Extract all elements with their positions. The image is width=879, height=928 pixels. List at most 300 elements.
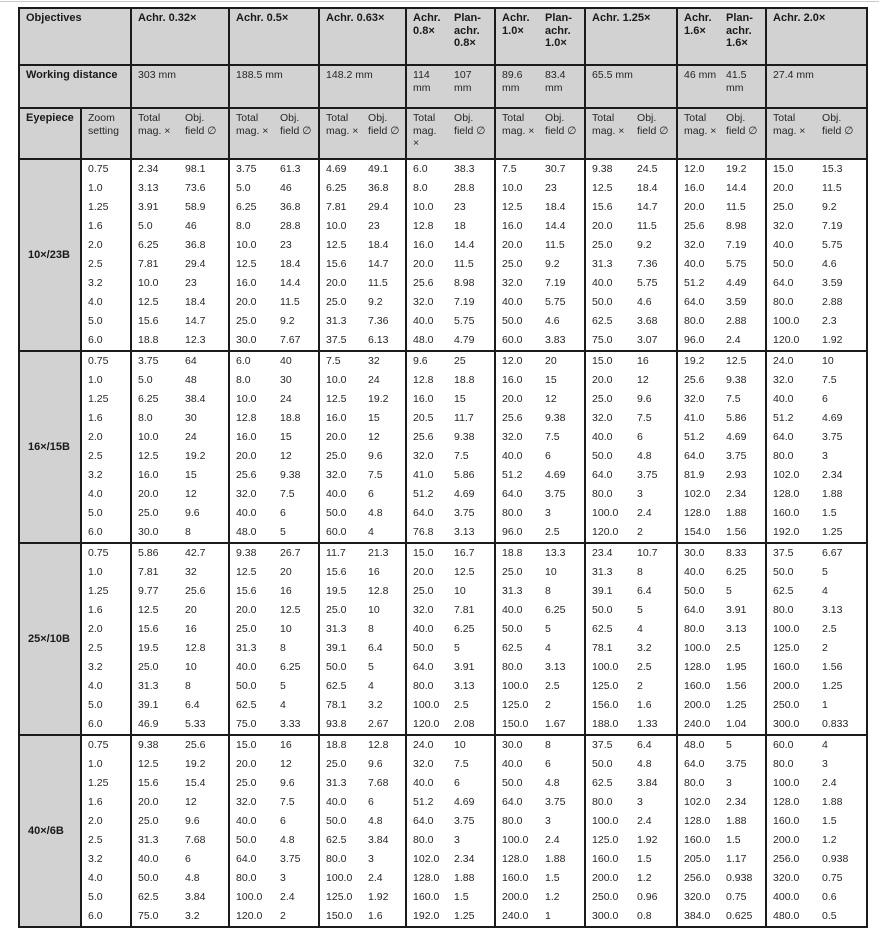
total-mag-value: 60.0 <box>766 735 816 755</box>
obj-field-value: 3.13 <box>454 526 475 539</box>
total-mag-value: 40.0 <box>677 563 720 582</box>
obj-field-value: 6.4 <box>368 642 383 655</box>
obj-field-value: 6.4 <box>185 699 200 712</box>
objective-col-planachr-10: Plan-achr. 1.0× <box>539 8 585 65</box>
total-mag-value: 160.0 <box>495 869 539 888</box>
obj-field-value: 2.4 <box>545 834 560 847</box>
obj-field-value: 7.68 <box>185 834 206 847</box>
objective-col-achr-20: Achr. 2.0× <box>766 8 867 65</box>
table-row <box>19 601 867 620</box>
total-mag-value: 25.0 <box>229 620 274 639</box>
obj-field-value: 19.2 <box>368 393 389 406</box>
working-distance-value: 303 mm <box>131 65 229 108</box>
obj-field-value: 25 <box>454 355 466 368</box>
total-mag-value: 24.0 <box>766 351 816 371</box>
total-mag-value: 20.0 <box>766 179 816 198</box>
zoom-setting-value: 1.6 <box>81 217 131 236</box>
obj-field-value: 11.5 <box>822 182 842 195</box>
obj-field-value: 14.7 <box>637 201 658 214</box>
obj-field-value: 1.2 <box>545 891 560 904</box>
obj-field-value: 8.33 <box>726 547 747 560</box>
total-mag-value: 25.6 <box>406 428 448 447</box>
obj-field-value: 18.4 <box>545 201 566 214</box>
zoom-setting-value: 0.75 <box>81 735 131 755</box>
table-row <box>19 351 867 371</box>
obj-field-value: 12.5 <box>280 604 301 617</box>
objective-col-achr-08: Achr. 0.8× <box>406 8 448 65</box>
total-mag-value: 18.8 <box>319 735 362 755</box>
obj-field-header: Obj. field ∅ <box>631 108 677 159</box>
total-mag-value: 320.0 <box>677 888 720 907</box>
total-mag-value: 20.0 <box>319 274 362 293</box>
total-mag-header: Total mag. × <box>319 108 362 159</box>
total-mag-value: 60.0 <box>319 523 362 543</box>
obj-field-value: 15.3 <box>822 163 843 176</box>
total-mag-value: 16.0 <box>677 179 720 198</box>
obj-field-value: 3.84 <box>368 834 389 847</box>
total-mag-value: 2.34 <box>131 159 179 179</box>
total-mag-value: 40.0 <box>406 620 448 639</box>
obj-field-value: 30 <box>185 412 197 425</box>
total-mag-value: 12.5 <box>495 198 539 217</box>
total-mag-value: 30.0 <box>229 331 274 351</box>
obj-field-value: 4.6 <box>822 258 837 271</box>
zoom-setting-value: 2.5 <box>81 831 131 850</box>
obj-field-value: 1.6 <box>368 910 383 923</box>
obj-field-value: 3.84 <box>637 777 658 790</box>
obj-field-value: 5.86 <box>726 412 747 425</box>
total-mag-header: Total mag. × <box>677 108 720 159</box>
obj-field-value: 2.88 <box>726 315 747 328</box>
total-mag-value: 50.0 <box>495 774 539 793</box>
obj-field-value: 18.4 <box>185 296 206 309</box>
table-row <box>19 447 867 466</box>
obj-field-value: 6.25 <box>545 604 566 617</box>
total-mag-value: 125.0 <box>319 888 362 907</box>
total-mag-value: 50.0 <box>766 563 816 582</box>
obj-field-value: 4.8 <box>368 507 383 520</box>
obj-field-value: 9.2 <box>822 201 837 214</box>
total-mag-value: 100.0 <box>319 869 362 888</box>
obj-field-value: 7.67 <box>280 334 301 347</box>
obj-field-value: 9.38 <box>726 374 747 387</box>
total-mag-value: 25.0 <box>319 755 362 774</box>
obj-field-value: 3.83 <box>545 334 566 347</box>
total-mag-value: 20.0 <box>131 793 179 812</box>
total-mag-value: 75.0 <box>585 331 631 351</box>
obj-field-value: 9.6 <box>185 507 200 520</box>
obj-field-value: 2.5 <box>726 642 741 655</box>
total-mag-value: 40.0 <box>406 774 448 793</box>
objectives-header-label: Objectives <box>19 8 131 65</box>
obj-field-value: 5 <box>368 661 374 674</box>
total-mag-value: 12.5 <box>131 293 179 312</box>
working-distance-value: 148.2 mm <box>319 65 406 108</box>
obj-field-value: 18.4 <box>280 258 301 271</box>
total-mag-value: 25.0 <box>131 812 179 831</box>
table-row <box>19 198 867 217</box>
obj-field-value: 9.2 <box>280 315 295 328</box>
total-mag-value: 20.0 <box>229 755 274 774</box>
obj-field-value: 12 <box>545 393 557 406</box>
total-mag-value: 200.0 <box>585 869 631 888</box>
obj-field-value: 24 <box>280 393 292 406</box>
total-mag-value: 10.0 <box>229 390 274 409</box>
total-mag-value: 40.0 <box>406 312 448 331</box>
total-mag-value: 50.0 <box>319 504 362 523</box>
total-mag-value: 128.0 <box>677 504 720 523</box>
total-mag-value: 37.5 <box>585 735 631 755</box>
obj-field-value: 5.75 <box>822 239 843 252</box>
total-mag-value: 100.0 <box>229 888 274 907</box>
total-mag-value: 25.6 <box>406 274 448 293</box>
obj-field-value: 4.6 <box>637 296 652 309</box>
total-mag-value: 51.2 <box>406 793 448 812</box>
total-mag-value: 125.0 <box>585 831 631 850</box>
obj-field-value: 2.4 <box>368 872 383 885</box>
zoom-setting-value: 3.2 <box>81 466 131 485</box>
obj-field-value: 16 <box>637 355 649 368</box>
obj-field-value: 42.7 <box>185 547 206 560</box>
table-row <box>19 331 867 351</box>
total-mag-value: 20.0 <box>585 371 631 390</box>
eyepiece-section <box>19 735 867 927</box>
obj-field-value: 1.2 <box>822 834 837 847</box>
zoom-setting-value: 3.2 <box>81 850 131 869</box>
zoom-setting-value: 3.2 <box>81 274 131 293</box>
total-mag-value: 62.5 <box>585 620 631 639</box>
obj-field-value: 10 <box>454 585 466 598</box>
total-mag-value: 8.0 <box>229 371 274 390</box>
obj-field-value: 4.79 <box>454 334 475 347</box>
obj-field-value: 2.34 <box>726 796 747 809</box>
obj-field-value: 2.4 <box>637 815 652 828</box>
obj-field-value: 7.5 <box>726 393 741 406</box>
table-row <box>19 371 867 390</box>
obj-field-value: 2.4 <box>637 507 652 520</box>
total-mag-value: 160.0 <box>766 504 816 523</box>
total-mag-value: 20.0 <box>495 390 539 409</box>
obj-field-value: 8 <box>545 739 551 752</box>
zoom-setting-value: 1.25 <box>81 582 131 601</box>
obj-field-value: 20 <box>185 604 197 617</box>
obj-field-value: 23 <box>545 182 557 195</box>
total-mag-value: 10.0 <box>319 371 362 390</box>
obj-field-value: 6 <box>280 815 286 828</box>
total-mag-value: 125.0 <box>585 677 631 696</box>
total-mag-value: 12.5 <box>319 390 362 409</box>
obj-field-value: 1.88 <box>822 488 843 501</box>
obj-field-value: 4.69 <box>454 488 475 501</box>
total-mag-value: 6.25 <box>319 179 362 198</box>
total-mag-value: 25.6 <box>677 217 720 236</box>
obj-field-value: 15 <box>545 374 557 387</box>
total-mag-value: 240.0 <box>677 715 720 735</box>
obj-field-value: 6 <box>280 507 286 520</box>
obj-field-value: 8 <box>185 680 191 693</box>
obj-field-value: 2.3 <box>822 315 837 328</box>
table-row <box>19 715 867 735</box>
total-mag-value: 120.0 <box>229 907 274 927</box>
obj-field-value: 6 <box>822 393 828 406</box>
zoom-setting-value: 0.75 <box>81 159 131 179</box>
obj-field-value: 28.8 <box>280 220 301 233</box>
table-row <box>19 274 867 293</box>
obj-field-value: 23 <box>368 220 380 233</box>
obj-field-value: 38.3 <box>454 163 475 176</box>
total-mag-value: 15.6 <box>319 563 362 582</box>
total-mag-value: 9.77 <box>131 582 179 601</box>
obj-field-value: 10 <box>280 623 292 636</box>
obj-field-value: 5 <box>726 585 732 598</box>
obj-field-value: 7.5 <box>454 450 469 463</box>
total-mag-value: 40.0 <box>677 255 720 274</box>
total-mag-value: 51.2 <box>495 466 539 485</box>
obj-field-value: 12 <box>185 488 197 501</box>
total-mag-value: 12.5 <box>229 255 274 274</box>
obj-field-value: 3.2 <box>185 910 200 923</box>
total-mag-value: 120.0 <box>585 523 631 543</box>
total-mag-value: 78.1 <box>319 696 362 715</box>
obj-field-value: 3.75 <box>637 469 658 482</box>
obj-field-value: 1.5 <box>454 891 469 904</box>
zoom-setting-value: 1.6 <box>81 601 131 620</box>
total-mag-value: 46.9 <box>131 715 179 735</box>
total-mag-value: 51.2 <box>677 428 720 447</box>
table-row <box>19 620 867 639</box>
obj-field-value: 3.75 <box>822 431 843 444</box>
total-mag-value: 32.0 <box>677 236 720 255</box>
obj-field-value: 3 <box>822 450 828 463</box>
total-mag-value: 32.0 <box>495 428 539 447</box>
obj-field-value: 6.4 <box>637 585 652 598</box>
total-mag-value: 192.0 <box>406 907 448 927</box>
total-mag-header: Total mag. × <box>766 108 816 159</box>
obj-field-value: 12 <box>637 374 649 387</box>
obj-field-value: 23 <box>454 201 466 214</box>
total-mag-value: 25.0 <box>585 236 631 255</box>
total-mag-value: 81.9 <box>677 466 720 485</box>
zoom-setting-value: 6.0 <box>81 523 131 543</box>
total-mag-value: 192.0 <box>766 523 816 543</box>
total-mag-value: 8.0 <box>131 409 179 428</box>
obj-field-value: 36.8 <box>280 201 301 214</box>
total-mag-value: 50.0 <box>229 831 274 850</box>
table-row <box>19 179 867 198</box>
obj-field-value: 3 <box>637 488 643 501</box>
obj-field-value: 7.5 <box>822 374 837 387</box>
total-mag-value: 12.0 <box>677 159 720 179</box>
total-mag-value: 20.0 <box>229 293 274 312</box>
obj-field-value: 3 <box>637 796 643 809</box>
total-mag-value: 25.0 <box>319 447 362 466</box>
total-mag-value: 300.0 <box>585 907 631 927</box>
obj-field-value: 30.7 <box>545 163 566 176</box>
obj-field-value: 14.7 <box>185 315 206 328</box>
zoom-setting-value: 5.0 <box>81 696 131 715</box>
obj-field-value: 6.13 <box>368 334 389 347</box>
obj-field-value: 0.833 <box>822 718 849 731</box>
obj-field-value: 19.2 <box>726 163 747 176</box>
total-mag-value: 40.0 <box>495 601 539 620</box>
total-mag-value: 25.6 <box>229 466 274 485</box>
total-mag-value: 100.0 <box>585 504 631 523</box>
total-mag-value: 10.0 <box>319 217 362 236</box>
obj-field-value: 4.8 <box>637 450 652 463</box>
obj-field-value: 9.38 <box>280 469 301 482</box>
working-distance-value: 65.5 mm <box>585 65 677 108</box>
total-mag-value: 62.5 <box>495 639 539 658</box>
table-row <box>19 755 867 774</box>
obj-field-value: 3.13 <box>726 623 747 636</box>
obj-field-value: 2.5 <box>822 623 837 636</box>
total-mag-value: 125.0 <box>495 696 539 715</box>
obj-field-value: 10 <box>545 566 557 579</box>
total-mag-value: 9.38 <box>585 159 631 179</box>
total-mag-value: 5.0 <box>131 217 179 236</box>
total-mag-value: 15.6 <box>131 620 179 639</box>
total-mag-value: 205.0 <box>677 850 720 869</box>
obj-field-value: 1.88 <box>545 853 566 866</box>
obj-field-value: 46 <box>280 182 292 195</box>
obj-field-value: 7.68 <box>368 777 389 790</box>
total-mag-value: 16.0 <box>229 274 274 293</box>
obj-field-value: 2.4 <box>280 891 295 904</box>
obj-field-value: 3.13 <box>822 604 843 617</box>
total-mag-value: 100.0 <box>585 812 631 831</box>
obj-field-value: 3 <box>454 834 460 847</box>
total-mag-value: 12.0 <box>495 351 539 371</box>
total-mag-value: 8.0 <box>229 217 274 236</box>
obj-field-value: 16 <box>368 566 380 579</box>
obj-field-value: 1.5 <box>822 507 837 520</box>
obj-field-value: 23 <box>280 239 292 252</box>
total-mag-value: 64.0 <box>677 293 720 312</box>
total-mag-value: 25.0 <box>406 582 448 601</box>
total-mag-value: 51.2 <box>677 274 720 293</box>
obj-field-value: 3.91 <box>726 604 747 617</box>
total-mag-value: 80.0 <box>585 485 631 504</box>
obj-field-value: 64 <box>185 355 197 368</box>
total-mag-value: 320.0 <box>766 869 816 888</box>
total-mag-value: 10.0 <box>131 274 179 293</box>
total-mag-value: 6.25 <box>131 390 179 409</box>
obj-field-value: 3.75 <box>454 507 475 520</box>
total-mag-value: 12.5 <box>585 179 631 198</box>
table-row <box>19 217 867 236</box>
obj-field-value: 0.938 <box>726 872 753 885</box>
obj-field-value: 3 <box>545 507 551 520</box>
total-mag-value: 25.0 <box>766 198 816 217</box>
obj-field-header: Obj. field ∅ <box>448 108 495 159</box>
obj-field-value: 4.8 <box>545 777 560 790</box>
total-mag-value: 40.0 <box>585 428 631 447</box>
working-distance-value: 27.4 mm <box>766 65 867 108</box>
total-mag-value: 80.0 <box>766 601 816 620</box>
obj-field-value: 6 <box>185 853 191 866</box>
obj-field-value: 1.92 <box>637 834 658 847</box>
obj-field-value: 7.19 <box>822 220 843 233</box>
total-mag-value: 8.0 <box>406 179 448 198</box>
working-distance-value: 188.5 mm <box>229 65 319 108</box>
obj-field-value: 6 <box>545 758 551 771</box>
obj-field-value: 1.56 <box>726 680 747 693</box>
obj-field-value: 0.96 <box>637 891 658 904</box>
obj-field-value: 1.88 <box>726 815 747 828</box>
total-mag-value: 200.0 <box>677 696 720 715</box>
total-mag-value: 40.0 <box>229 812 274 831</box>
total-mag-value: 100.0 <box>585 658 631 677</box>
total-mag-value: 12.5 <box>131 447 179 466</box>
obj-field-value: 0.938 <box>822 853 849 866</box>
obj-field-value: 20 <box>280 566 292 579</box>
obj-field-value: 32 <box>185 566 197 579</box>
total-mag-value: 20.0 <box>131 485 179 504</box>
table-row <box>19 850 867 869</box>
total-mag-header: Total mag. × <box>229 108 274 159</box>
eyepiece-label: 40×/6B <box>19 735 81 927</box>
total-mag-value: 19.5 <box>319 582 362 601</box>
total-mag-value: 62.5 <box>229 696 274 715</box>
obj-field-value: 18.8 <box>454 374 475 387</box>
total-mag-value: 5.86 <box>131 543 179 563</box>
obj-field-value: 2 <box>280 910 286 923</box>
total-mag-value: 62.5 <box>585 774 631 793</box>
obj-field-value: 18.8 <box>280 412 301 425</box>
total-mag-value: 32.0 <box>406 293 448 312</box>
obj-field-value: 12.5 <box>726 355 747 368</box>
total-mag-value: 7.81 <box>319 198 362 217</box>
obj-field-value: 1.92 <box>368 891 389 904</box>
total-mag-value: 125.0 <box>766 639 816 658</box>
total-mag-value: 64.0 <box>406 504 448 523</box>
total-mag-value: 50.0 <box>766 255 816 274</box>
page-top-rule <box>0 1 879 2</box>
obj-field-value: 8.98 <box>454 277 475 290</box>
obj-field-value: 3.07 <box>637 334 658 347</box>
total-mag-value: 20.5 <box>406 409 448 428</box>
total-mag-value: 50.0 <box>585 293 631 312</box>
table-row <box>19 696 867 715</box>
obj-field-header: Obj. field ∅ <box>539 108 585 159</box>
total-mag-value: 384.0 <box>677 907 720 927</box>
zoom-setting-value: 0.75 <box>81 351 131 371</box>
total-mag-value: 25.0 <box>319 601 362 620</box>
total-mag-value: 25.0 <box>131 658 179 677</box>
total-mag-value: 51.2 <box>766 409 816 428</box>
obj-field-value: 10 <box>454 739 466 752</box>
table-row <box>19 523 867 543</box>
table-row <box>19 812 867 831</box>
obj-field-value: 15 <box>280 431 292 444</box>
total-mag-value: 9.38 <box>131 735 179 755</box>
obj-field-value: 9.6 <box>185 815 200 828</box>
table-row <box>19 159 867 179</box>
obj-field-value: 4 <box>368 526 374 539</box>
obj-field-value: 3.2 <box>637 642 652 655</box>
obj-field-value: 3.75 <box>726 758 747 771</box>
obj-field-value: 1.95 <box>726 661 747 674</box>
obj-field-value: 8 <box>637 566 643 579</box>
total-mag-value: 16.0 <box>131 466 179 485</box>
zoom-setting-value: 1.0 <box>81 371 131 390</box>
obj-field-value: 25.6 <box>185 739 206 752</box>
total-mag-value: 128.0 <box>766 793 816 812</box>
table-row <box>19 466 867 485</box>
total-mag-value: 480.0 <box>766 907 816 927</box>
total-mag-value: 200.0 <box>766 831 816 850</box>
total-mag-value: 25.0 <box>495 563 539 582</box>
